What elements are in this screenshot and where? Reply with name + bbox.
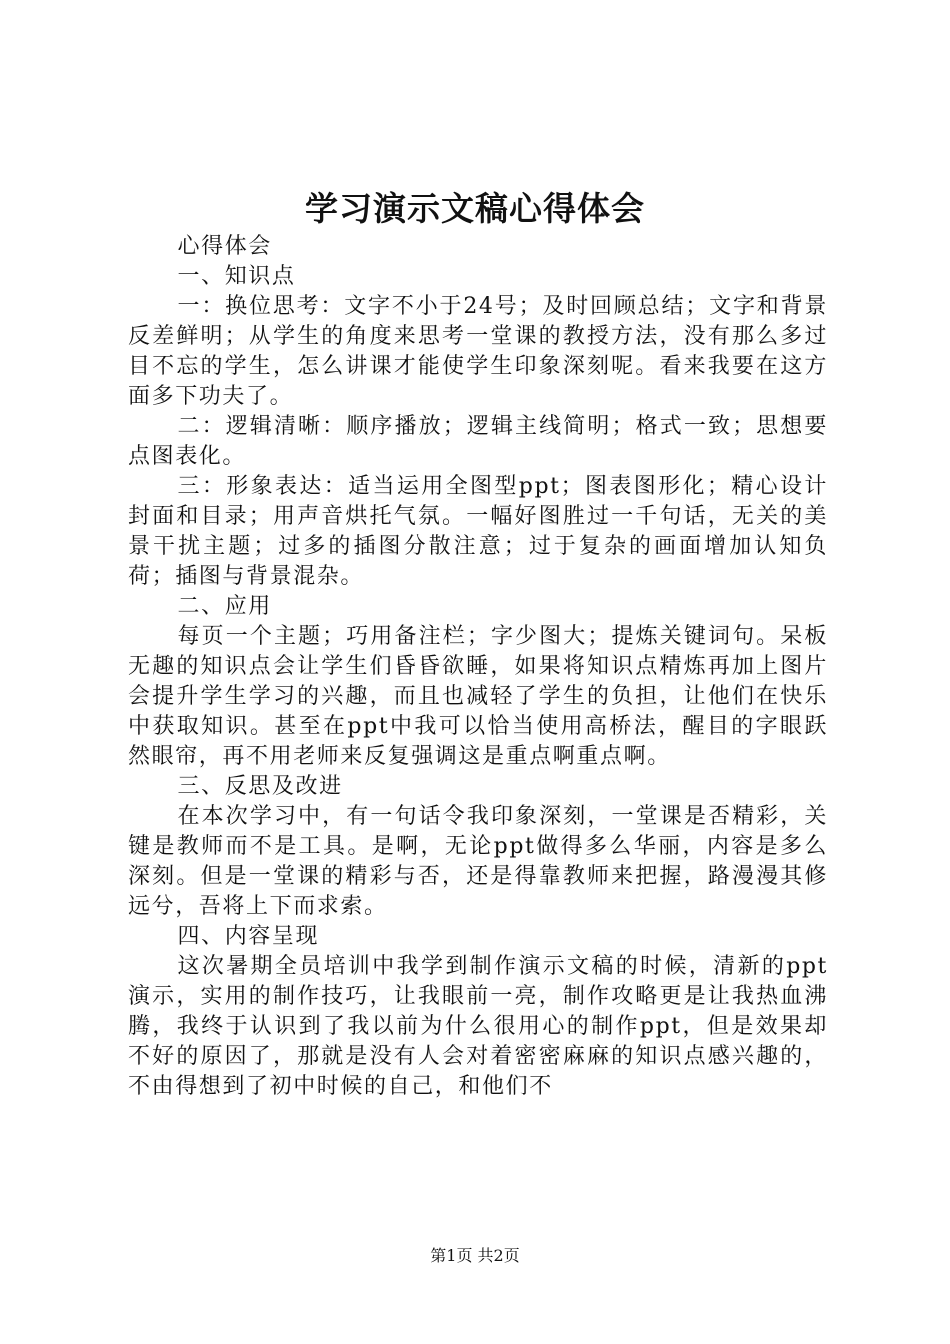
paragraph-point-three: 三：形象表达：适当运用全图型ppt；图表图形化；精心设计封面和目录；用声音烘托气氛。一幅好图胜过一千句话，无关的美景干扰主题；过多的插图分散注意；过于复杂的画面增加认知负荷；插图与背景混杂。 — [128, 474, 828, 589]
section-heading-knowledge: 一、知识点 — [177, 264, 296, 289]
section-heading-reflection: 三、反思及改进 — [177, 774, 343, 799]
paragraph-reflection: 在本次学习中，有一句话令我印象深刻，一堂课是否精彩，关键是教师而不是工具。是啊，无论ppt做得多么华丽，内容是多么深刻。但是一堂课的精彩与否，还是得靠教师来把握，路漫漫其修远兮，吾将上下而求索。 — [128, 804, 828, 919]
document-body — [128, 232, 828, 1102]
paragraph-point-two: 二：逻辑清晰：顺序播放；逻辑主线简明；格式一致；思想要点图表化。 — [128, 414, 828, 469]
paragraph-point-one: 一：换位思考：文字不小于24号；及时回顾总结；文字和背景反差鲜明；从学生的角度来思考一堂课的教授方法，没有那么多过目不忘的学生，怎么讲课才能使学生印象深刻呢。看来我要在这方面多下功夫了。 — [128, 294, 828, 409]
paragraph-heading: 心得体会 — [177, 234, 272, 259]
section-heading-application: 二、应用 — [177, 594, 272, 619]
section-heading-presentation: 四、内容呈现 — [177, 924, 320, 949]
paragraph-application: 每页一个主题；巧用备注栏；字少图大；提炼关键词句。呆板无趣的知识点会让学生们昏昏欲睡，如果将知识点精炼再加上图片会提升学生学习的兴趣，而且也减轻了学生的负担，让他们在快乐中获取知识。甚至在ppt中我可以恰当使用高桥法，醒目的字眼跃然眼帘，再不用老师来反复强调这是重点啊重点啊。 — [128, 624, 828, 769]
paragraph-presentation: 这次暑期全员培训中我学到制作演示文稿的时候，清新的ppt演示，实用的制作技巧，让我眼前一亮，制作攻略更是让我热血沸腾，我终于认识到了我以前为什么很用心的制作ppt，但是效果却不好的原因了，那就是没有人会对着密密麻麻的知识点感兴趣的，不由得想到了初中时候的自己，和他们不 — [128, 954, 828, 1099]
document-title: 学习演示文稿心得体会 — [305, 189, 645, 228]
page-footer: 第1页 共2页 — [430, 1246, 520, 1265]
